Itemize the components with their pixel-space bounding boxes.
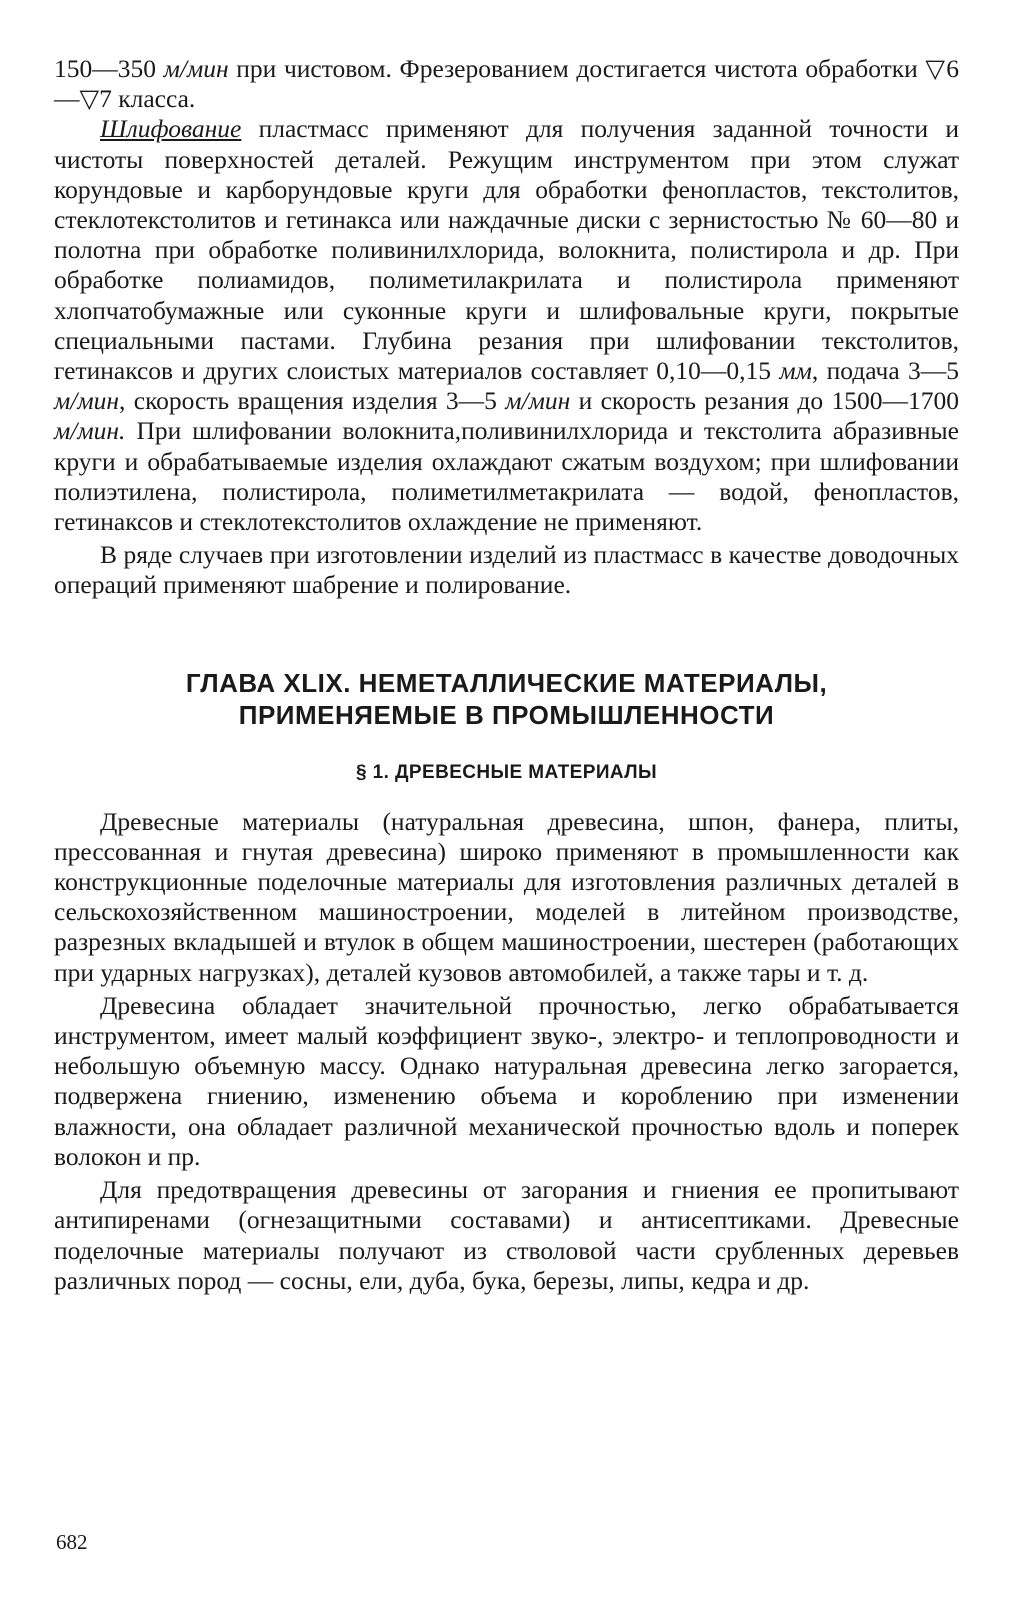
p1-text-a: 150—350: [54, 54, 164, 83]
p2-unit-1: мм: [779, 356, 812, 386]
paragraph-milling-finish: [54, 54, 959, 114]
p2-text-d: и скорость резания до 1500—1700: [570, 386, 959, 416]
section-title: § 1. ДРЕВЕСНЫЕ МАТЕРИАЛЫ: [356, 761, 657, 783]
paragraph-wood-materials: Древесные материалы (натуральная древесина, шпон, фанера, плиты, прессованная и гнутая древесина) широко применяют в промышленности как конструкционные поделочные материалы для изготовления различных деталей в сельскохозяйственном машиностроении, моделей в литейном производстве, разрезных вкладышей и втулок в общем машиностроении, шестерен (работающих при ударных нагрузках), деталей кузовов автомобилей, а также тары и т. д.: [54, 806, 959, 987]
p2-unit-2: м/мин: [54, 386, 120, 416]
p1-text-b: при чистовом. Фрезерованием достигается чистота обработки ▽6—▽7 класса.: [54, 54, 960, 114]
chapter-title: [54, 667, 959, 731]
p2-text-b: , подача 3—5: [811, 356, 959, 386]
chapter-title-line-1: ГЛАВА XLIX. НЕМЕТАЛЛИЧЕСКИЕ МАТЕРИАЛЫ,: [185, 667, 828, 698]
term-grinding: Шлифование: [100, 114, 242, 144]
p2-unit-4: м/мин.: [54, 416, 126, 446]
paragraph-grinding: [54, 114, 959, 537]
paragraph-wood-properties: Древесина обладает значительной прочностью, легко обрабатывается инструментом, имеет малый коэффициент звуко-, электро- и теплопроводности и небольшую объемную массу. Однако натуральная древесина легко загорается, подвержена гниению, изменению объема и короблению при изменении влажности, она обладает различной механической прочностью вдоль и поперек волокон и пр.: [54, 990, 959, 1171]
chapter-title-line-2: ПРИМЕНЯЕМЫЕ В ПРОМЫШЛЕННОСТИ: [238, 699, 775, 730]
p2-text-c: , скорость вращения изделия 3—5: [119, 386, 506, 416]
paragraph-finishing-operations: В ряде случаев при изготовлении изделий из пластмасс в качестве доводочных операций применяют шабрение и полирование.: [54, 540, 959, 600]
p2-text-e: При шлифовании волокнита,поливинилхлорида и текстолита абразивные круги и обрабатываемые изделия охлаждают сжатым воздухом; при шлифовании полиэтилена, полистирола, полиметилметакрилата — водой, фенопластов, гетинаксов и стеклотекстолитов охлаждение не применяют.: [54, 416, 959, 537]
p2-unit-3: м/мин: [505, 386, 571, 416]
paragraph-wood-protection: Для предотвращения древесины от загорания и гниения ее пропитывают антипиренами (огнезащитными составами) и антисептиками. Древесные поделочные материалы получают из стволовой части срубленных деревьев различных пород — сосны, ели, дуба, бука, березы, липы, кедра и др.: [54, 1175, 959, 1295]
p1-unit: м/мин: [163, 54, 229, 83]
p2-text-a: пластмасс применяют для получения заданной точности и чистоты поверхностей деталей. Режущим инструментом при этом служат корундовые и карборундовые круги для обработки фенопластов, текстолитов, стеклотекстолитов и гетинакса или наждачные диски с зернистостью № 60—80 и полотна при обработке поливинилхлорида, волокнита, полистирола и др. При обработке полиамидов, полиметилакрилата и полистирола применяют хлопчатобумажные или суконные круги и шлифовальные круги, покрытые специальными пастами. Глубина резания при шлифовании текстолитов, гетинаксов и других слоистых материалов составляет 0,10—0,15: [54, 114, 959, 386]
page-number: 682: [56, 1530, 88, 1554]
